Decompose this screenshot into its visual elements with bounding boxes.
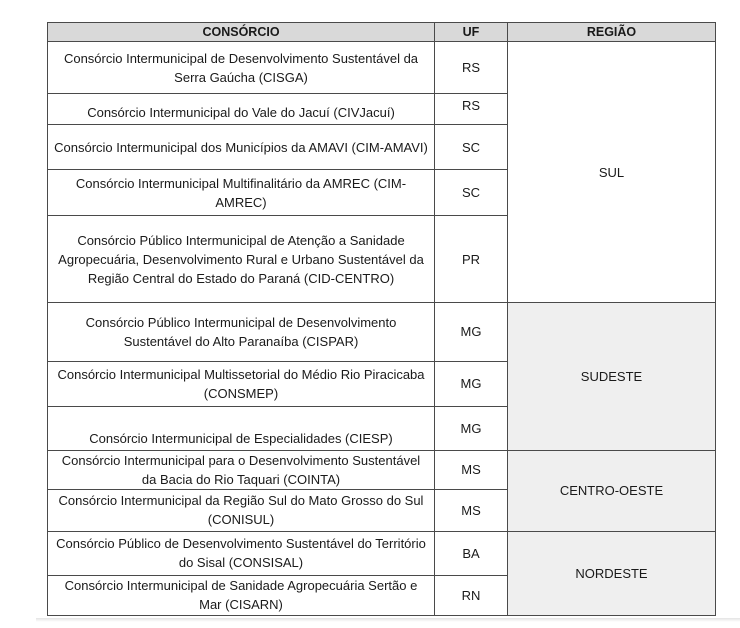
region-centro-oeste: CENTRO-OESTE bbox=[508, 450, 716, 531]
consorcio-name: Consórcio Público Intermunicipal de Desenvolvimento Sustentável do Alto Paranaíba (CISPAR) bbox=[48, 303, 435, 361]
uf-cell: MG bbox=[435, 406, 508, 450]
table-row bbox=[48, 531, 716, 575]
consortium-table bbox=[47, 22, 716, 616]
consorcio-name: Consórcio Intermunicipal da Região Sul do Mato Grosso do Sul (CONISUL) bbox=[48, 489, 435, 531]
header-regiao: REGIÃO bbox=[508, 23, 716, 42]
consorcio-name: Consórcio Intermunicipal de Desenvolvimento Sustentável da Serra Gaúcha (CISGA) bbox=[48, 42, 435, 94]
uf-cell: MG bbox=[435, 303, 508, 361]
region-nordeste: NORDESTE bbox=[508, 531, 716, 615]
uf-cell: PR bbox=[435, 216, 508, 303]
header-uf: UF bbox=[435, 23, 508, 42]
page-bottom-shadow bbox=[36, 618, 740, 622]
uf-cell: SC bbox=[435, 170, 508, 216]
consorcio-name: Consórcio Público de Desenvolvimento Sustentável do Território do Sisal (CONSISAL) bbox=[48, 531, 435, 575]
table-row bbox=[48, 450, 716, 489]
uf-cell: SC bbox=[435, 125, 508, 170]
header-consorcio: CONSÓRCIO bbox=[48, 23, 435, 42]
consorcio-name: Consórcio Intermunicipal de Especialidades (CIESP) bbox=[48, 406, 435, 450]
consorcio-name: Consórcio Intermunicipal Multissetorial do Médio Rio Piracicaba (CONSMEP) bbox=[48, 361, 435, 406]
uf-cell: MS bbox=[435, 450, 508, 489]
table-row bbox=[48, 303, 716, 361]
uf-cell: RS bbox=[435, 42, 508, 94]
consorcio-name: Consórcio Intermunicipal do Vale do Jacuí (CIVJacuí) bbox=[48, 94, 435, 125]
uf-cell: BA bbox=[435, 531, 508, 575]
region-sudeste: SUDESTE bbox=[508, 303, 716, 450]
consorcio-name: Consórcio Intermunicipal de Sanidade Agropecuária Sertão e Mar (CISARN) bbox=[48, 575, 435, 615]
consorcio-name: Consórcio Intermunicipal para o Desenvolvimento Sustentável da Bacia do Rio Taquari (COINTA) bbox=[48, 450, 435, 489]
region-sul: SUL bbox=[508, 42, 716, 303]
uf-cell: MG bbox=[435, 361, 508, 406]
uf-cell: RN bbox=[435, 575, 508, 615]
consorcio-name: Consórcio Intermunicipal Multifinalitário da AMREC (CIM-AMREC) bbox=[48, 170, 435, 216]
table-row bbox=[48, 42, 716, 94]
header-row bbox=[48, 23, 716, 42]
uf-cell: RS bbox=[435, 94, 508, 125]
consorcio-name: Consórcio Intermunicipal dos Municípios da AMAVI (CIM-AMAVI) bbox=[48, 125, 435, 170]
consorcio-name: Consórcio Público Intermunicipal de Atenção a Sanidade Agropecuária, Desenvolvimento Rural e Urbano Sustentável da Região Central do Estado do Paraná (CID-CENTRO) bbox=[48, 216, 435, 303]
uf-cell: MS bbox=[435, 489, 508, 531]
